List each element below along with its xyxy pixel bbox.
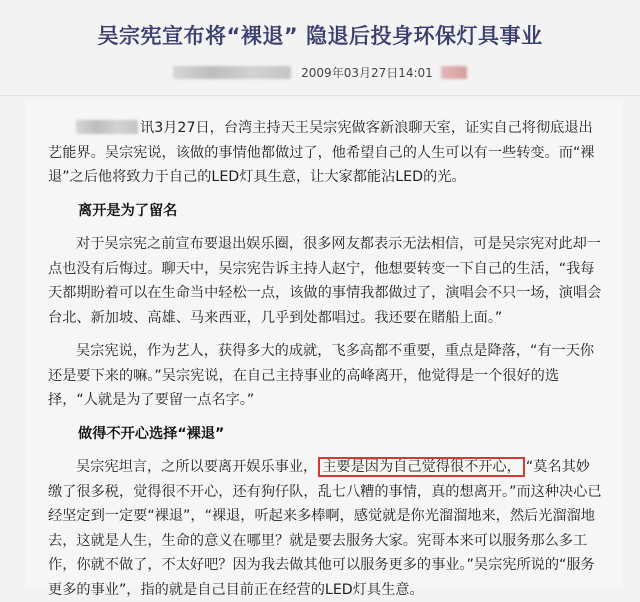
redacted-source-name (76, 120, 138, 134)
highlighted-phrase: 主要是因为自己觉得很不开心， (318, 457, 525, 477)
header-divider (0, 95, 640, 96)
article-body (48, 116, 604, 602)
paragraph-1-text: 3月27日，台湾主持天王吴宗宪做客新浪聊天室，证实自己将彻底退出艺能界。吴宗宪说，该做的事情他都做过了，他希望自己的人生可以有一些转变。而“裸退”之后他将致力于自己的LED灯具生意，让大家都能沾LED的光。 (48, 120, 595, 185)
section-heading-2: 做得不开心选择“裸退” (78, 425, 225, 442)
paragraph-3: 吴宗宪说，作为艺人，获得多大的成就，飞多高都不重要，重点是降落，“有一天你还是要下来的嘛。”吴宗宪说，在自己主持事业的高峰离开，他觉得是一个很好的选择，“人就是为了要留一点名字。” (48, 343, 595, 408)
article-datetime: 2009年03月27日14:01 (301, 66, 433, 80)
paragraph-4-before: 吴宗宪坦言，之所以要离开娱乐事业， (76, 459, 318, 475)
paragraph-4 (48, 455, 604, 602)
paragraph-4-after: “莫名其妙缴了很多税，觉得很不开心，还有狗仔队，乱七八糟的事情，真的想离开。”而这种决心已经坚定到一定要“裸退”，“裸退，听起来多棒啊，感觉就是你光溜溜地来，然后光溜溜地去，这就是人生，生命的意义在哪里？就是要去服务大家。宪哥本来可以服务那么多工作，你就不做了，不太好吧？因为我去做其他可以服务更多的事业。”吴宗宪所说的“服务更多的事业”，指的就是自己目前正在经营的LED灯具生意。 (48, 459, 602, 598)
redacted-mark (441, 66, 467, 79)
redacted-source (173, 66, 291, 79)
article-meta (0, 64, 640, 84)
article-header (0, 0, 640, 96)
article-title: 吴宗宪宣布将“裸退” 隐退后投身环保灯具事业 (97, 24, 543, 48)
paragraph-1-lead: 讯 (140, 120, 155, 136)
section-heading-1: 离开是为了留名 (78, 202, 178, 219)
paragraph-1 (48, 116, 604, 190)
paragraph-2: 对于吴宗宪之前宣布要退出娱乐圈，很多网友都表示无法相信，可是吴宗宪对此却一点也没有后悔过。聊天中，吴宗宪告诉主持人赵宁，他想要转变一下自己的生活，“我每天都期盼着可以在生命当中轻松一点，该做的事情我都做过了，演唱会不只一场，演唱会台北、新加坡、高雄、马来西亚，几乎到处都唱过。我还要在賭船上面。” (48, 236, 602, 326)
